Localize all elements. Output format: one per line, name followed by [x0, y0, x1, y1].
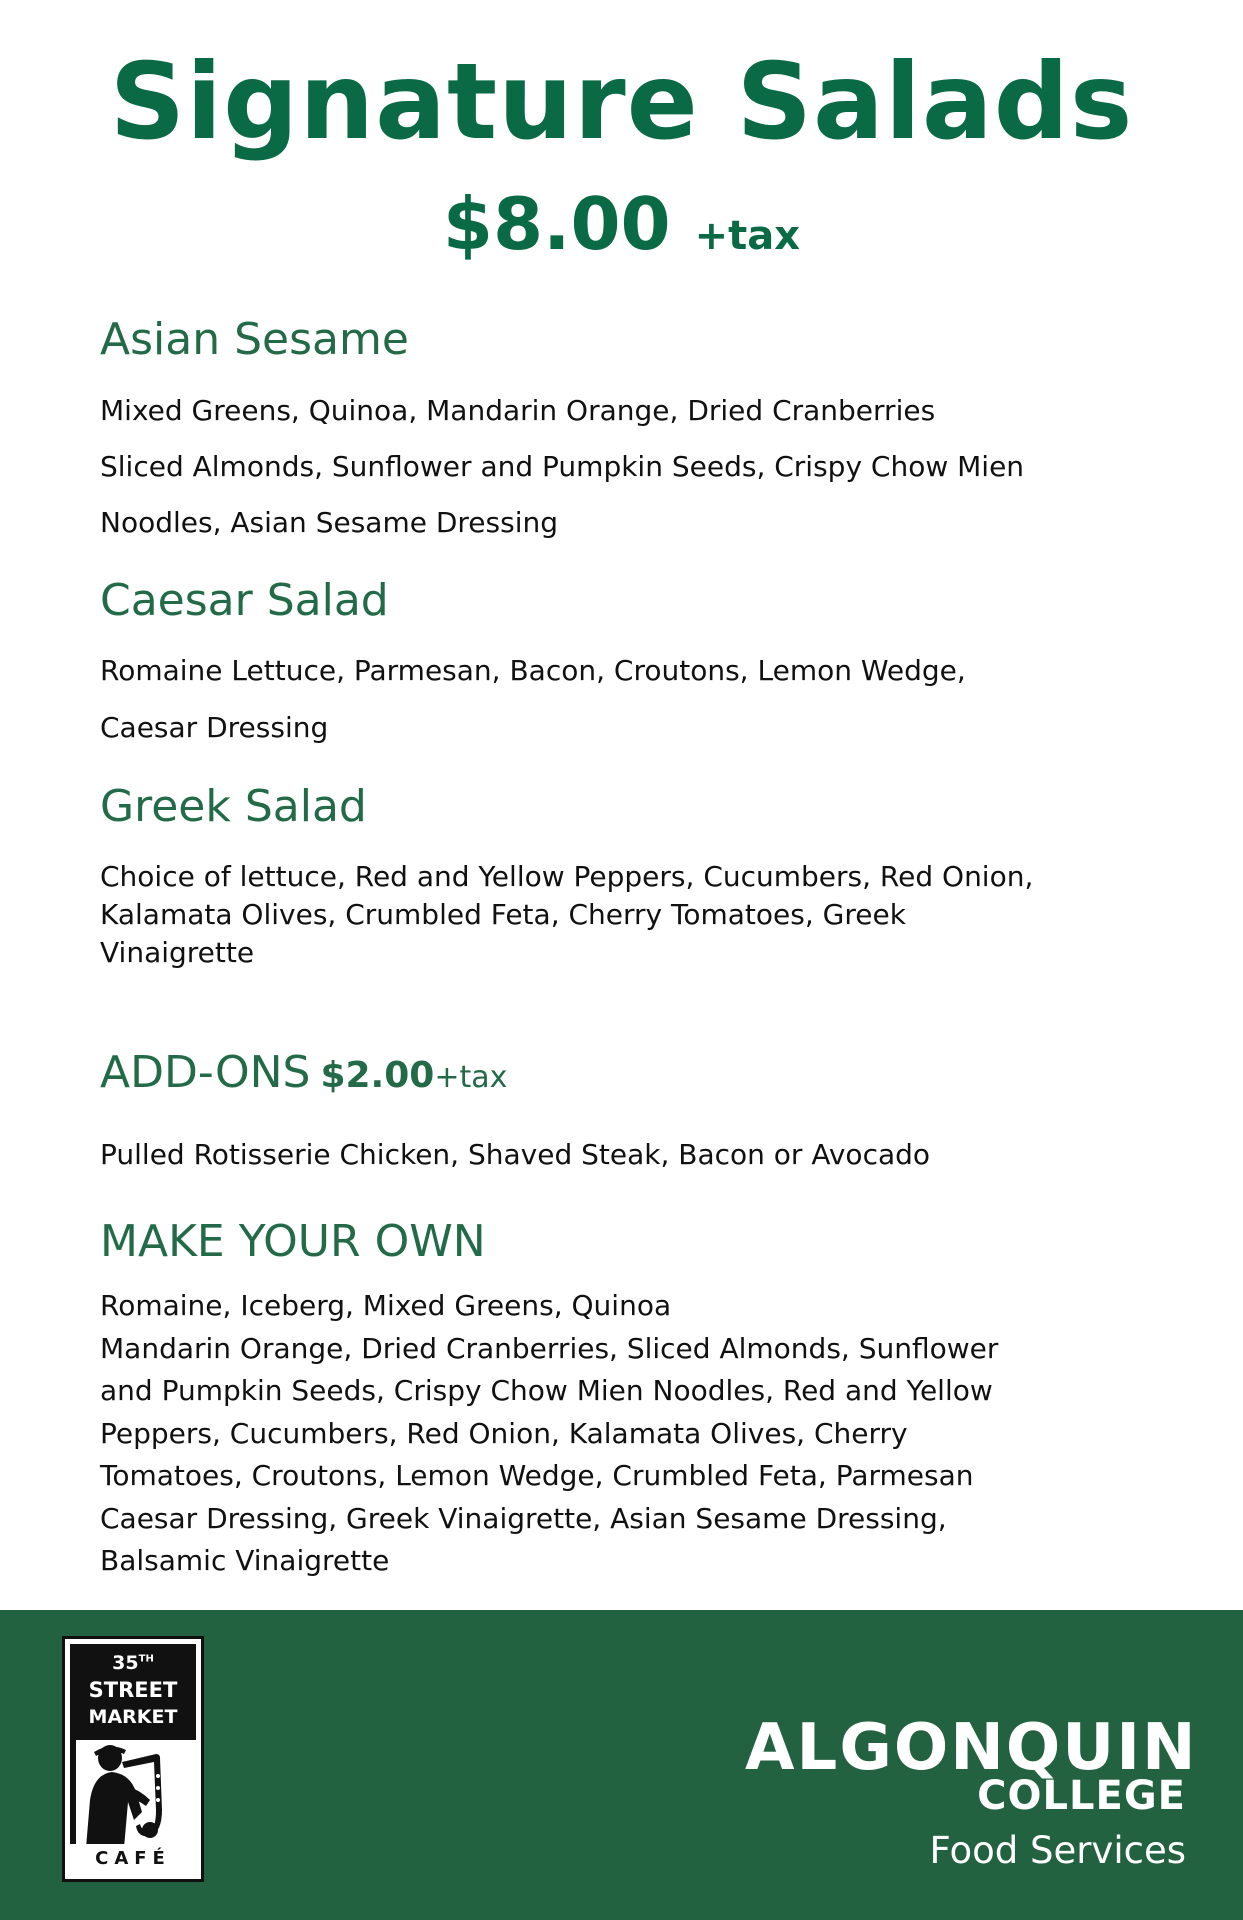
section-line: Kalamata Olives, Crumbled Feta, Cherry Tomatoes, Greek [100, 898, 906, 931]
section-line: Caesar Dressing, Greek Vinaigrette, Asian Sesame Dressing, [100, 1502, 947, 1535]
section-line: Vinaigrette [100, 936, 255, 969]
saxophone-player-icon [76, 1740, 196, 1848]
section-line: Peppers, Cucumbers, Red Onion, Kalamata Olives, Cherry [100, 1417, 908, 1450]
section-title-greek-salad: Greek Salad [100, 781, 367, 832]
section-title-add-ons [100, 1047, 508, 1098]
section-line: Noodles, Asian Sesame Dressing [100, 506, 559, 539]
section-line: Caesar Dressing [100, 711, 329, 744]
add-ons-price: $2.00 [320, 1055, 435, 1096]
add-ons-tax: +tax [434, 1060, 508, 1095]
add-ons-label: ADD-ONS [100, 1047, 311, 1098]
cafe-logo [62, 1636, 204, 1882]
section-line: Romaine Lettuce, Parmesan, Bacon, Croutons, Lemon Wedge, [100, 654, 966, 687]
cafe-logo-street: STREET [88, 1678, 178, 1702]
algonquin-logo-food-services: Food Services [929, 1829, 1186, 1872]
menu-title: Signature Salads [109, 41, 1134, 163]
cafe-logo-sup: TH [138, 1653, 154, 1665]
price-row [0, 182, 1243, 266]
price-value: $8.00 [442, 182, 671, 266]
section-title-asian-sesame: Asian Sesame [100, 314, 409, 365]
section-title-make-your-own: MAKE YOUR OWN [100, 1216, 486, 1267]
cafe-logo-inner [70, 1644, 196, 1874]
section-line: Romaine, Iceberg, Mixed Greens, Quinoa [100, 1289, 672, 1322]
algonquin-logo-college: COLLEGE [977, 1773, 1186, 1819]
cafe-logo-cafe: CAFÉ [70, 1844, 196, 1874]
cafe-logo-number [70, 1654, 196, 1673]
section-line: Mixed Greens, Quinoa, Mandarin Orange, Dried Cranberries [100, 394, 936, 427]
section-line: Mandarin Orange, Dried Cranberries, Sliced Almonds, Sunflower [100, 1332, 999, 1365]
section-title-caesar-salad: Caesar Salad [100, 575, 389, 626]
cafe-logo-num: 35 [112, 1652, 139, 1674]
price-tax: +tax [694, 213, 801, 259]
section-line: Sliced Almonds, Sunflower and Pumpkin Seeds, Crispy Chow Mien [100, 450, 1025, 483]
section-line: Balsamic Vinaigrette [100, 1544, 390, 1577]
section-line: and Pumpkin Seeds, Crispy Chow Mien Noodles, Red and Yellow [100, 1374, 993, 1407]
cafe-logo-market: MARKET [88, 1706, 178, 1728]
section-line: Tomatoes, Croutons, Lemon Wedge, Crumbled Feta, Parmesan [100, 1459, 974, 1492]
algonquin-logo-name: ALGONQUIN [745, 1711, 1198, 1785]
section-line: Choice of lettuce, Red and Yellow Peppers, Cucumbers, Red Onion, [100, 860, 1034, 893]
section-line: Pulled Rotisserie Chicken, Shaved Steak, Bacon or Avocado [100, 1138, 931, 1171]
